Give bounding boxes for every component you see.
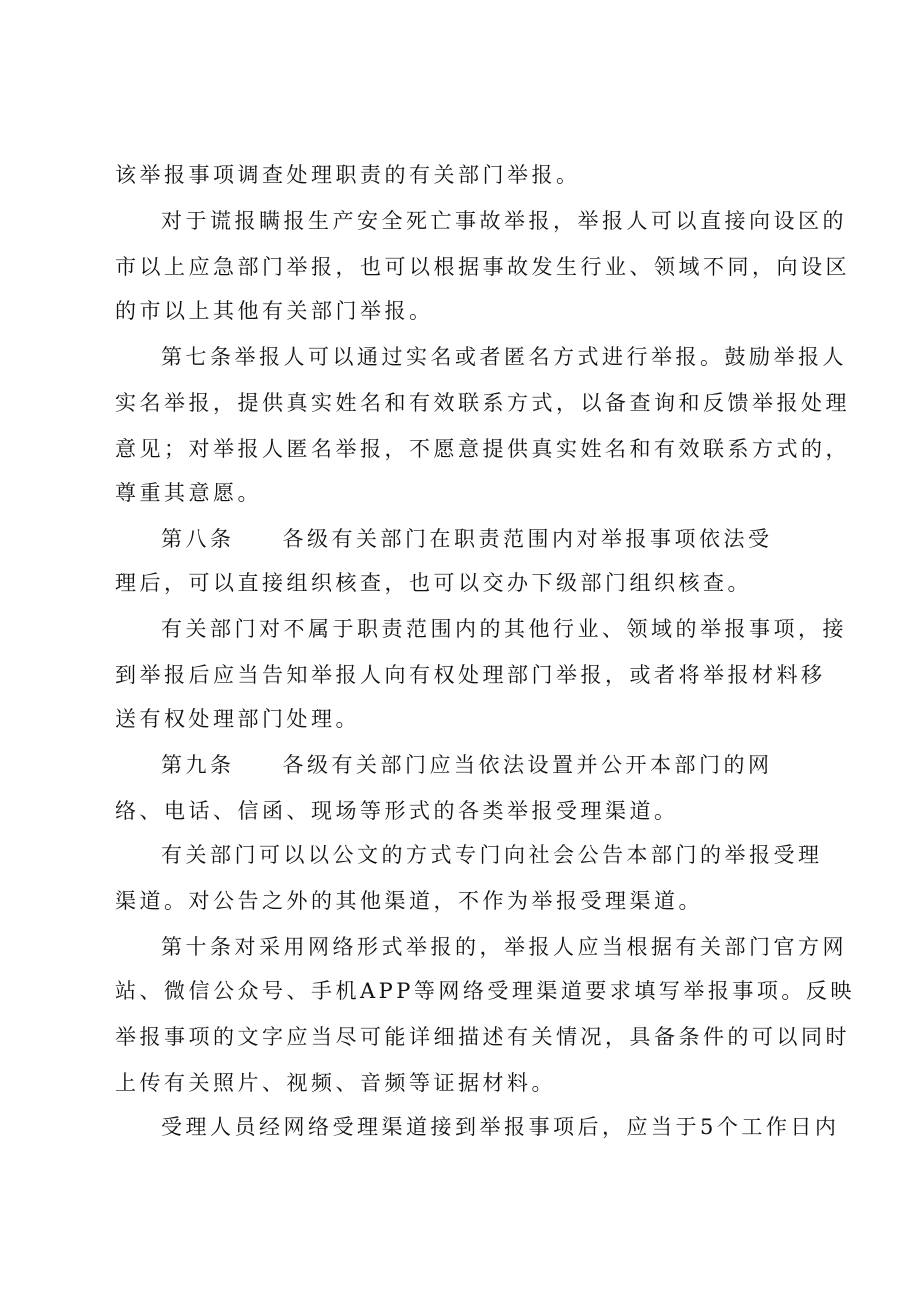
text-line: 对于谎报瞒报生产安全死亡事故举报，举报人可以直接向设区的 bbox=[161, 209, 847, 233]
text-line: 渠道。对公告之外的其他渠道，不作为举报受理渠道。 bbox=[115, 889, 703, 913]
text-line: 举报事项的文字应当尽可能详细描述有关情况，具备条件的可以同时 bbox=[115, 1025, 850, 1049]
text-line: 理后，可以直接组织核查，也可以交办下级部门组织核查。 bbox=[115, 571, 752, 595]
text-line: 上传有关照片、视频、音频等证据材料。 bbox=[115, 1071, 556, 1095]
text-line: 的市以上其他有关部门举报。 bbox=[115, 299, 434, 323]
text-line: 尊重其意愿。 bbox=[115, 481, 262, 505]
text-line: 实名举报，提供真实姓名和有效联系方式，以备查询和反馈举报处理 bbox=[115, 391, 850, 415]
text-line: 市以上应急部门举报，也可以根据事故发生行业、领域不同，向设区 bbox=[115, 255, 850, 279]
text-line: 送有权处理部门处理。 bbox=[115, 707, 360, 731]
text-line: 第七条举报人可以通过实名或者匿名方式进行举报。鼓励举报人 bbox=[161, 345, 847, 369]
text-line: 络、电话、信函、现场等形式的各类举报受理渠道。 bbox=[115, 799, 679, 823]
article-text: 各级有关部门应当依法设置并公开本部门的网 bbox=[282, 753, 773, 777]
text-line: 第十条对采用网络形式举报的，举报人应当根据有关部门官方网 bbox=[161, 935, 847, 959]
text-line: 意见；对举报人匿名举报，不愿意提供真实姓名和有效联系方式的， bbox=[115, 437, 850, 461]
article-number: 第八条 bbox=[161, 527, 235, 551]
text-line: 有关部门对不属于职责范围内的其他行业、领域的举报事项，接 bbox=[161, 617, 847, 641]
article-number: 第九条 bbox=[161, 753, 235, 777]
article-text: 各级有关部门在职责范围内对举报事项依法受 bbox=[282, 527, 773, 551]
text-line: 到举报后应当告知举报人向有权处理部门举报，或者将举报材料移 bbox=[115, 663, 826, 687]
article-heading-line bbox=[161, 524, 773, 554]
text-line: 站、微信公众号、手机APP等网络受理渠道要求填写举报事项。反映 bbox=[115, 979, 855, 1003]
article-heading-line bbox=[161, 750, 773, 780]
text-line: 有关部门可以以公文的方式专门向社会公告本部门的举报受理 bbox=[161, 843, 823, 867]
text-line: 受理人员经网络受理渠道接到举报事项后，应当于5个工作日内 bbox=[161, 1115, 840, 1139]
text-line: 该举报事项调查处理职责的有关部门举报。 bbox=[115, 163, 581, 187]
